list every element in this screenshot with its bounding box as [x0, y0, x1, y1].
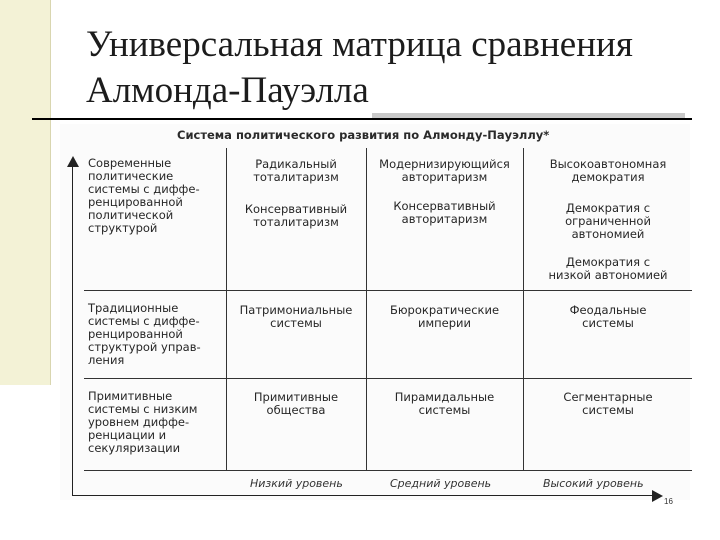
cell-patrimonial-systems: Патримониальные системы — [239, 303, 353, 330]
grid-vertical-line-3 — [523, 148, 524, 470]
decorative-left-line — [50, 0, 51, 385]
axis-label-medium: Средний уровень — [390, 477, 492, 490]
cell-pyramidal-systems: Пирамидальные системы — [394, 390, 495, 417]
slide-title-line-1: Универсальная матрица сравнения — [86, 24, 633, 65]
horizontal-axis-arrow-icon — [652, 490, 663, 502]
cell-low-autonomy-democracy: Демократия с низкой автономией — [548, 255, 668, 282]
cell-segmentary-systems: Сегментарные системы — [563, 390, 653, 417]
cell-limited-autonomy-democracy: Демократия с ограниченной автономией — [565, 201, 651, 241]
row-label-traditional: Традиционные системы с диффе- ренцированной структурой управ- ления — [88, 301, 201, 367]
axis-label-low: Низкий уровень — [250, 477, 343, 490]
cell-conservative-authoritarianism: Консервативный авторитаризм — [393, 199, 496, 226]
table-caption: Система политического развития по Алмонду-Пауэллу* — [177, 128, 550, 142]
title-underline — [32, 118, 692, 120]
vertical-axis — [72, 166, 73, 496]
grid-horizontal-line-1 — [84, 290, 692, 291]
cell-feudal-systems: Феодальные системы — [569, 303, 647, 330]
grid-vertical-line-1 — [226, 148, 227, 470]
slide-title — [86, 22, 686, 114]
grid-horizontal-line-3 — [84, 470, 692, 471]
row-label-primitive: Примитивные системы с низким уровнем диффе- ренциации и секуляризации — [88, 389, 198, 455]
horizontal-axis — [72, 495, 654, 496]
grid-vertical-line-2 — [366, 148, 367, 470]
row-label-modern: Современные политические системы с диффе- ренцированной политической структурой — [88, 156, 200, 235]
cell-modernizing-authoritarianism: Модернизирующийся авторитаризм — [379, 157, 510, 184]
cell-bureaucratic-empires: Бюрократические империи — [389, 303, 500, 330]
cell-high-autonomy-democracy: Высокоавтономная демократия — [549, 157, 667, 184]
cell-radical-totalitarianism: Радикальный тоталитаризм — [253, 157, 339, 184]
vertical-axis-arrow-icon — [67, 156, 79, 167]
cell-conservative-totalitarianism: Консервативный тоталитаризм — [244, 202, 348, 229]
axis-label-high: Высокий уровень — [543, 477, 644, 490]
page-number: 16 — [664, 497, 673, 506]
decorative-left-band — [0, 0, 50, 385]
cell-primitive-societies: Примитивные общества — [253, 390, 339, 417]
slide-title-line-2: Алмонда-Пауэлла — [86, 70, 369, 111]
grid-horizontal-line-2 — [84, 378, 692, 379]
